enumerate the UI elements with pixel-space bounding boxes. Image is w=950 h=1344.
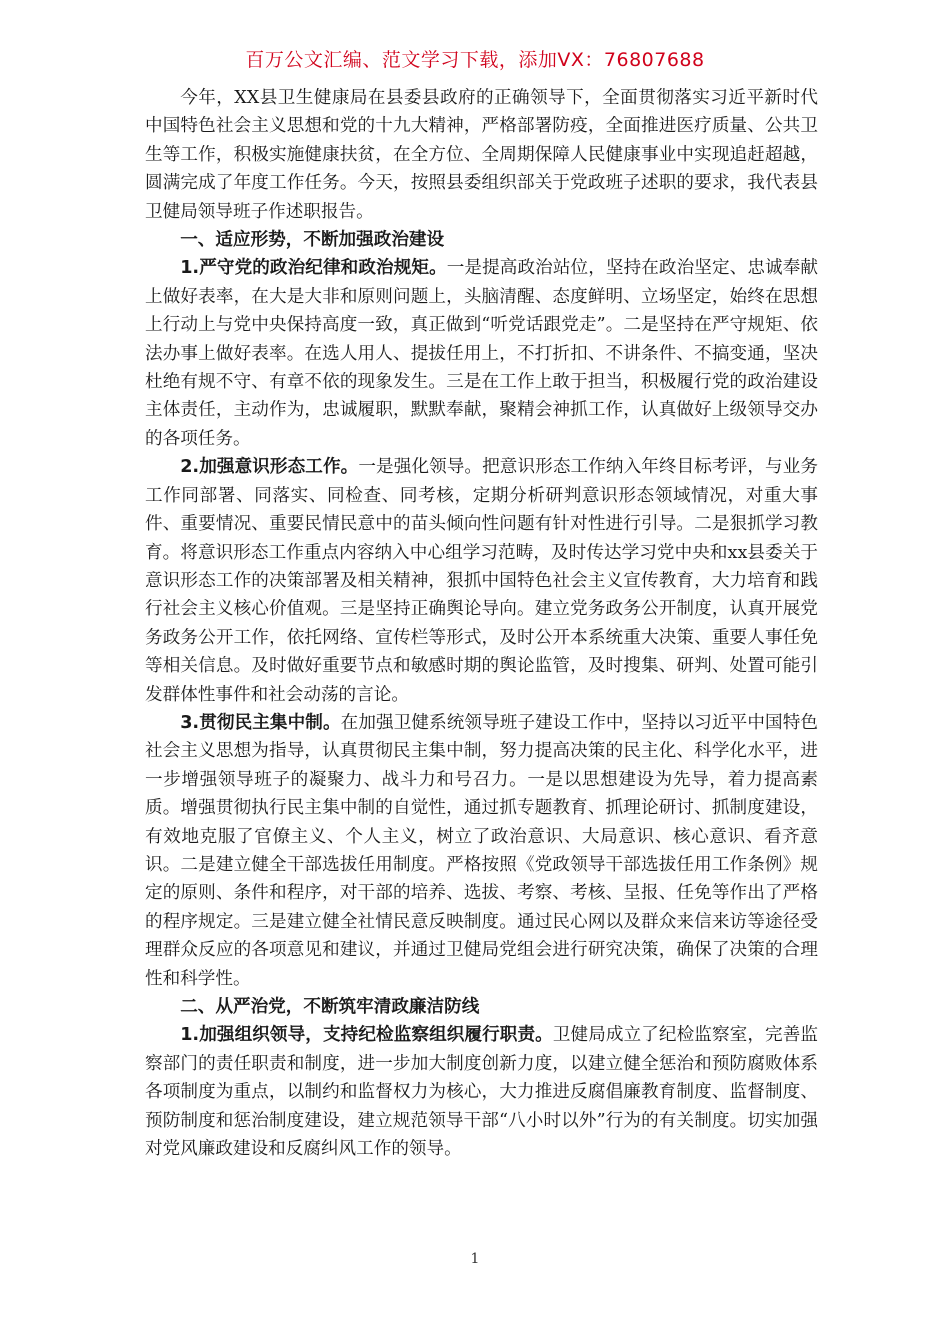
section-1-item-2-lead: 2.加强意识形态工作。 [180, 457, 359, 478]
section-1-heading: 一、适应形势，不断加强政治建设 [180, 230, 445, 251]
header-banner: 百万公文汇编、范文学习下载，添加VX：76807688 [245, 49, 705, 71]
page-number: 1 [470, 1251, 480, 1267]
section-1-item-3 [145, 709, 818, 993]
section-1-item-3-text: 在加强卫健系统领导班子建设工作中，坚持以习近平中国特色社会主义思想为指导，认真贯彻民主集中制，努力提高决策的民主化、科学化水平，进一步增强领导班子的凝聚力、战斗力和号召力。一是以思想建设为先导，着力提高素质。增强贯彻执行民主集中制的自觉性，通过抓专题教育、抓理论研讨、抓制度建设，有效地克服了官僚主义、个人主义，树立了政治意识、大局意识、核心意识、看齐意识。二是建立健全干部选拔任用制度。严格按照《党政领导干部选拔任用工作条例》规定的原则、条件和程序，对干部的培养、选拔、考察、考核、呈报、任免等作出了严格的程序规定。三是建立健全社情民意反映制度。通过民心网以及群众来信来访等途径受理群众反应的各项意见和建议，并通过卫健局党组会进行研究决策，确保了决策的合理性和科学性。 [145, 712, 818, 989]
section-1-item-3-lead: 3.贯彻民主集中制。 [180, 712, 341, 733]
section-1-item-1-text: 一是提高政治站位，坚持在政治坚定、忠诚奉献上做好表率，在大是大非和原则问题上，头脑清醒、态度鲜明、立场坚定，始终在思想上行动上与党中央保持高度一致，真正做到“听党话跟党走”。二是坚持在严守规矩、依法办事上做好表率。在选人用人、提拔任用上，不打折扣、不讲条件、不搞变通，坚决杜绝有规不守、有章不依的现象发生。三是在工作上敢于担当，积极履行党的政治建设主体责任，主动作为，忠诚履职，默默奉献，聚精会神抓工作，认真做好上级领导交办的各项任务。 [145, 258, 818, 449]
section-2-item-1 [145, 1021, 818, 1163]
section-2-item-1-lead: 1.加强组织领导，支持纪检监察组织履行职责。 [180, 1025, 553, 1046]
section-1-item-2 [145, 453, 818, 709]
section-1-item-1 [145, 254, 818, 453]
section-2-item-1-text: 卫健局成立了纪检监察室，完善监察部门的责任职责和制度，进一步加大制度创新力度，以建立健全惩治和预防腐败体系各项制度为重点，以制约和监督权力为核心，大力推进反腐倡廉教育制度、监督制度、预防制度和惩治制度建设，建立规范领导干部“八小时以外”行为的有关制度。切实加强对党风廉政建设和反腐纠风工作的领导。 [145, 1025, 818, 1160]
document-body [145, 84, 818, 1163]
intro-paragraph: 今年，XX县卫生健康局在县委县政府的正确领导下，全面贯彻落实习近平新时代中国特色社会主义思想和党的十九大精神，严格部署防疫，全面推进医疗质量、公共卫生等工作，积极实施健康扶贫，在全方位、全周期保障人民健康事业中实现追赶超越，圆满完成了年度工作任务。今天，按照县委组织部关于党政班子述职的要求，我代表县卫健局领导班子作述职报告。 [145, 88, 818, 222]
section-2-heading: 二、从严治党，不断筑牢清政廉洁防线 [180, 997, 480, 1017]
section-1-item-2-text: 一是强化领导。把意识形态工作纳入年终目标考评，与业务工作同部署、同落实、同检查、同考核，定期分析研判意识形态领域情况，对重大事件、重要情况、重要民情民意中的苗头倾向性问题有针对性进行引导。二是狠抓学习教育。将意识形态工作重点内容纳入中心组学习范畴，及时传达学习党中央和xx县委关于意识形态工作的决策部署及相关精神，狠抓中国特色社会主义宣传教育，大力培育和践行社会主义核心价值观。三是坚持正确舆论导向。建立党务政务公开制度，认真开展党务政务公开工作，依托网络、宣传栏等形式，及时公开本系统重大决策、重要人事任免等相关信息。及时做好重要节点和敏感时期的舆论监管，及时搜集、研判、处置可能引发群体性事件和社会动荡的言论。 [145, 457, 818, 705]
section-1-item-1-lead: 1.严守党的政治纪律和政治规矩。 [180, 258, 447, 279]
